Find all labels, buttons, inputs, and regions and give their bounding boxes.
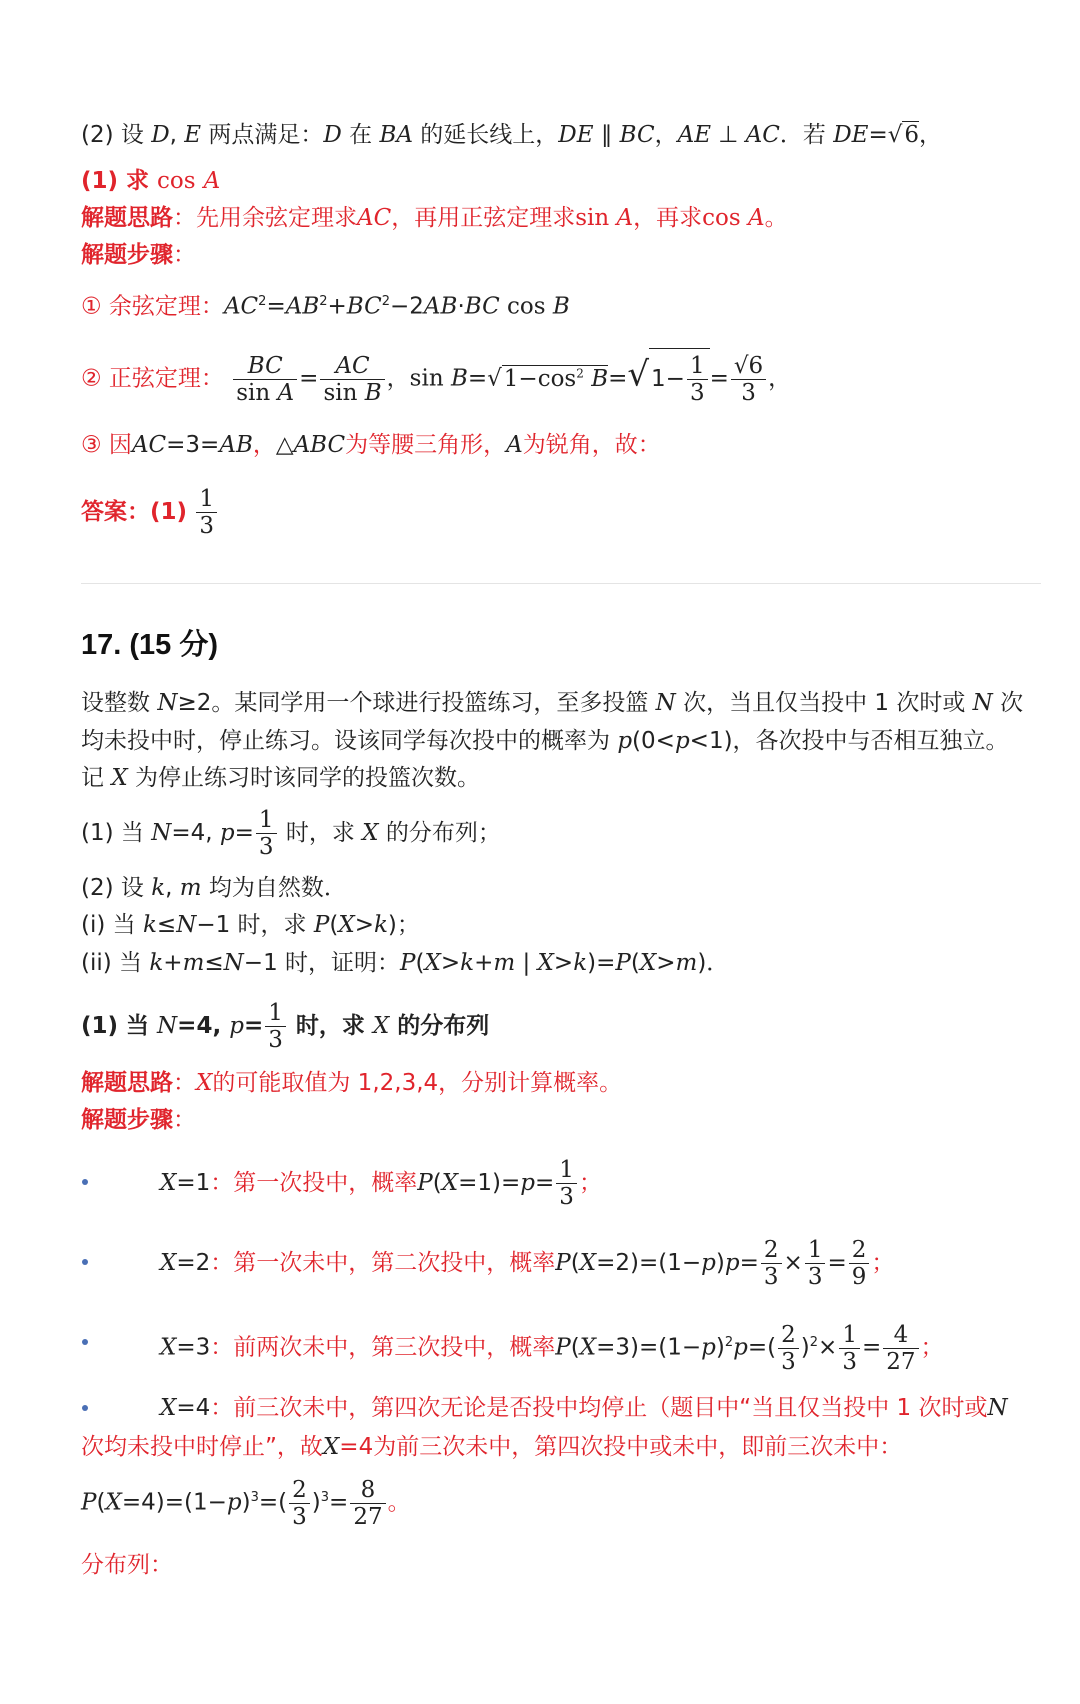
bullet-x3 xyxy=(82,1339,88,1345)
x2-line: X=2：第一次未中，第二次投中，概率P(X=2)=(1−p)p= $\frac{2}{3}$ × $\frac{1}{3}$ = $\frac{2}{9}$ ； xyxy=(160,1237,895,1290)
step-2: ② 正弦定理： $\frac{BC}{\text{sin A}}$ = $\frac{AC}{\text{sin B}}$ ，$\sin B=√1-\cos^2$ B=√1− $\frac{1}{3}$ = $\frac{√6}{3}$ ， xyxy=(81,343,791,409)
solution-steps-label: 解题步骤： xyxy=(81,1107,196,1133)
part-1: (1) 当 N=4, p= $\frac{1}{3}$ 时，求 X 的分布列； xyxy=(81,807,501,860)
solution-1-title: (1) 当 N=4, p= $\frac{1}{3}$ 时，求 X 的分布列 xyxy=(81,1000,490,1053)
part-2-ii: (ii) 当 k+m≤N−1 时，证明：P(X>k+m | X>k)=P(X>m)． xyxy=(81,950,730,976)
section-divider xyxy=(81,583,1041,584)
bullet-x1 xyxy=(82,1179,88,1185)
question-2-text: (2) 设 D, E 两点满足：D 在 BA 的延长线上，DE ∥ BC，AE ⊥ AC．若 DE=√6， xyxy=(81,122,943,148)
x1-line: X=1：第一次投中，概率P(X=1)=p= $\frac{1}{3}$ ； xyxy=(160,1157,602,1210)
bullet-x4 xyxy=(82,1405,88,1411)
part-2: (2) 设 k, m 均为自然数． xyxy=(81,875,347,901)
stem-line-3: 记 X 为停止练习时该同学的投篮次数。 xyxy=(81,765,480,791)
solution-idea: 解题思路：X的可能取值为 1,2,3,4，分别计算概率。 xyxy=(81,1070,623,1096)
part-2-i: (i) 当 k≤N−1 时，求 P(X>k)； xyxy=(81,912,420,938)
steps-label: 解题步骤： xyxy=(81,242,196,268)
stem-line-2: 均未投中时，停止练习。设该同学每次投中的概率为 p(0<p<1)，各次投中与否相互独立。 xyxy=(81,728,1009,754)
sub1-title: (1) 求 cos A xyxy=(81,168,221,194)
x3-line: X=3：前两次未中，第三次投中，概率$P(X=3)=(1-p)^2p=$( $\frac{2}{3}$ )$^2$× $\frac{1}{3}$ = $\frac{4}{27}$ ； xyxy=(160,1321,944,1375)
bullet-x2 xyxy=(82,1259,88,1265)
step-1: ① 余弦定理：$AC^2=AB^2+BC^2-2AB\cdot BC$ cos B xyxy=(81,293,570,320)
distribution-label: 分布列： xyxy=(81,1552,173,1578)
stem-line-1: 设整数 N≥2。某同学用一个球进行投篮练习，至多投篮 N 次，当且仅当投中 1 次时或 N 次 xyxy=(81,690,1024,716)
x4-line-1: X=4：前三次未中，第四次无论是否投中均停止（题目中“当且仅当投中 1 次时或N xyxy=(160,1395,1008,1421)
answer-line: 答案：(1) $\frac{1}{3}$ xyxy=(81,482,219,542)
x4-line-2: 次均未投中时停止”，故X=4为前三次未中，第四次投中或未中，即前三次未中： xyxy=(81,1434,903,1460)
question-17-title: 17. (15 分) xyxy=(81,629,218,661)
x4-line-3: $P(X=4)=(1-p)^3=$( $\frac{2}{3}$ )$^3$= $\frac{8}{27}$ 。 xyxy=(81,1476,411,1530)
idea-line: 解题思路：先用余弦定理求AC，再用正弦定理求sin A，再求cos A。 xyxy=(81,205,788,231)
step-3: ③ 因AC=3=AB，△ABC为等腰三角形，A为锐角，故： xyxy=(81,432,661,458)
